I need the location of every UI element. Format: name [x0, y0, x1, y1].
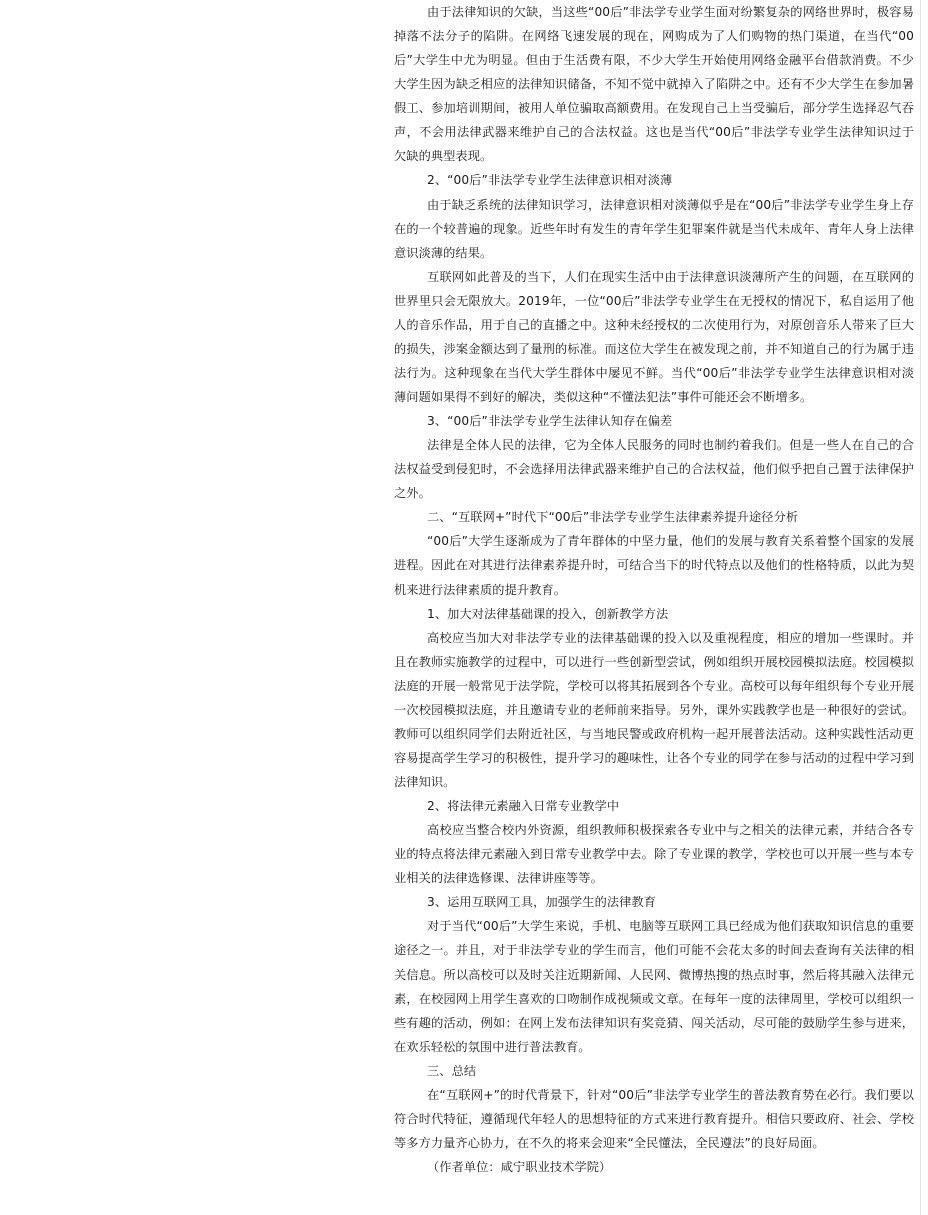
paragraph: 由于法律知识的欠缺，当这些“00后”非法学专业学生面对纷繁复杂的网络世界时，极容易掉落不法分子的陷阱。在网络飞速发展的现在，网购成为了人们购物的热门渠道，在当代“00后”大学生中尤为明显。但由于生活费有限，不少大学生开始使用网络金融平台借款消费。不少大学生因为缺乏相应的法律知识储备，不知不觉中就掉入了陷阱之中。还有不少大学生在参加暑假工、参加培训期间，被用人单位骗取高额费用。在发现自己上当受骗后，部分学生选择忍气吞声，不会用法律武器来维护自己的合法权益。这也是当代“00后”非法学专业学生法律知识过于欠缺的典型表现。	[394, 5, 914, 164]
section-heading: 3、“00后”非法学专业学生法律认知存在偏差	[427, 414, 673, 429]
section-heading: 2、将法律元素融入日常专业教学中	[427, 799, 620, 814]
section-heading: 1、加大对法律基础课的投入，创新教学方法	[427, 606, 669, 621]
section-heading: 3、运用互联网工具，加强学生的法律教育	[427, 895, 657, 910]
paragraph: 高校应当加大对非法学专业的法律基础课的投入以及重视程度，相应的增加一些课时。并且在教师实施教学的过程中，可以进行一些创新型尝试，例如组织开展校园模拟法庭。校园模拟法庭的开展一般常见于法学院，学校可以将其拓展到各个专业。高校可以每年组织每个专业开展一次校园模拟法庭，并且邀请专业的老师前来指导。另外，课外实践教学也是一种很好的尝试。教师可以组织同学们去附近社区，与当地民警或政府机构一起开展普法活动。这种实践性活动更容易提高学生学习的积极性，提升学习的趣味性，让各个专业的同学在参与活动的过程中学习到法律知识。	[394, 630, 914, 789]
paragraph: 由于缺乏系统的法律知识学习，法律意识相对淡薄似乎是在“00后”非法学专业学生身上存在的一个较普遍的现象。近些年时有发生的青年学生犯罪案件就是当代未成年、青年人身上法律意识淡薄的结果。	[394, 197, 914, 260]
paragraph: 互联网如此普及的当下，人们在现实生活中由于法律意识淡薄所产生的问题，在互联网的世界里只会无限放大。2019年，一位“00后”非法学专业学生在无授权的情况下，私自运用了他人的音乐作品，用于自己的直播之中。这种未经授权的二次使用行为，对原创音乐人带来了巨大的损失，涉案金额达到了量刑的标准。而这位大学生在被发现之前，并不知道自己的行为属于违法行为。这种现象在当代大学生群体中屡见不鲜。当代“00后”非法学专业学生法律意识相对淡薄问题如果得不到好的解决，类似这种“不懂法犯法”事件可能还会不断增多。	[394, 269, 914, 404]
paragraph: 在“互联网+”的时代背景下，针对“00后”非法学专业学生的普法教育势在必行。我们要以符合时代特征，遵循现代年轻人的思想特征的方式来进行教育提升。相信只要政府、社会、学校等多方力量齐心协力，在不久的将来会迎来“全民懂法，全民遵法”的良好局面。	[394, 1087, 914, 1150]
section-heading: 三、总结	[427, 1063, 477, 1078]
paragraph: 法律是全体人民的法律，它为全体人民服务的同时也制约着我们。但是一些人在自己的合法权益受到侵犯时，不会选择用法律武器来维护自己的合法权益，他们似乎把自己置于法律保护之外。	[394, 438, 914, 501]
paragraph: 对于当代“00后”大学生来说，手机、电脑等互联网工具已经成为他们获取知识信息的重要途径之一。并且，对于非法学专业的学生而言，他们可能不会花太多的时间去查询有关法律的相关信息。所以高校可以及时关注近期新闻、人民网、微博热搜的热点时事，然后将其融入法律元素，在校园网上用学生喜欢的口吻制作成视频或文章。在每年一度的法律周里，学校可以组织一些有趣的活动，例如：在网上发布法律知识有奖竞猜、闯关活动，尽可能的鼓励学生参与进来，在欢乐轻松的氛围中进行普法教育。	[394, 919, 914, 1054]
paragraph: 高校应当整合校内外资源，组织教师积极探索各专业中与之相关的法律元素，并结合各专业的特点将法律元素融入到日常专业教学中去。除了专业课的教学，学校也可以开展一些与本专业相关的法律选修课、法律讲座等等。	[394, 823, 914, 886]
page-divider	[920, 0, 921, 1215]
article-body	[394, 0, 914, 1179]
section-heading: 2、“00后”非法学专业学生法律意识相对淡薄	[427, 173, 673, 188]
author-affiliation: （作者单位：咸宁职业技术学院）	[427, 1160, 612, 1174]
paragraph: “00后”大学生逐渐成为了青年群体的中坚力量，他们的发展与教育关系着整个国家的发展进程。因此在对其进行法律素养提升时，可结合当下的时代特点以及他们的性格特质，以此为契机来进行法律素质的提升教育。	[394, 534, 914, 597]
section-heading: 二、“互联网+”时代下“00后”非法学专业学生法律素养提升途径分析	[427, 510, 799, 525]
